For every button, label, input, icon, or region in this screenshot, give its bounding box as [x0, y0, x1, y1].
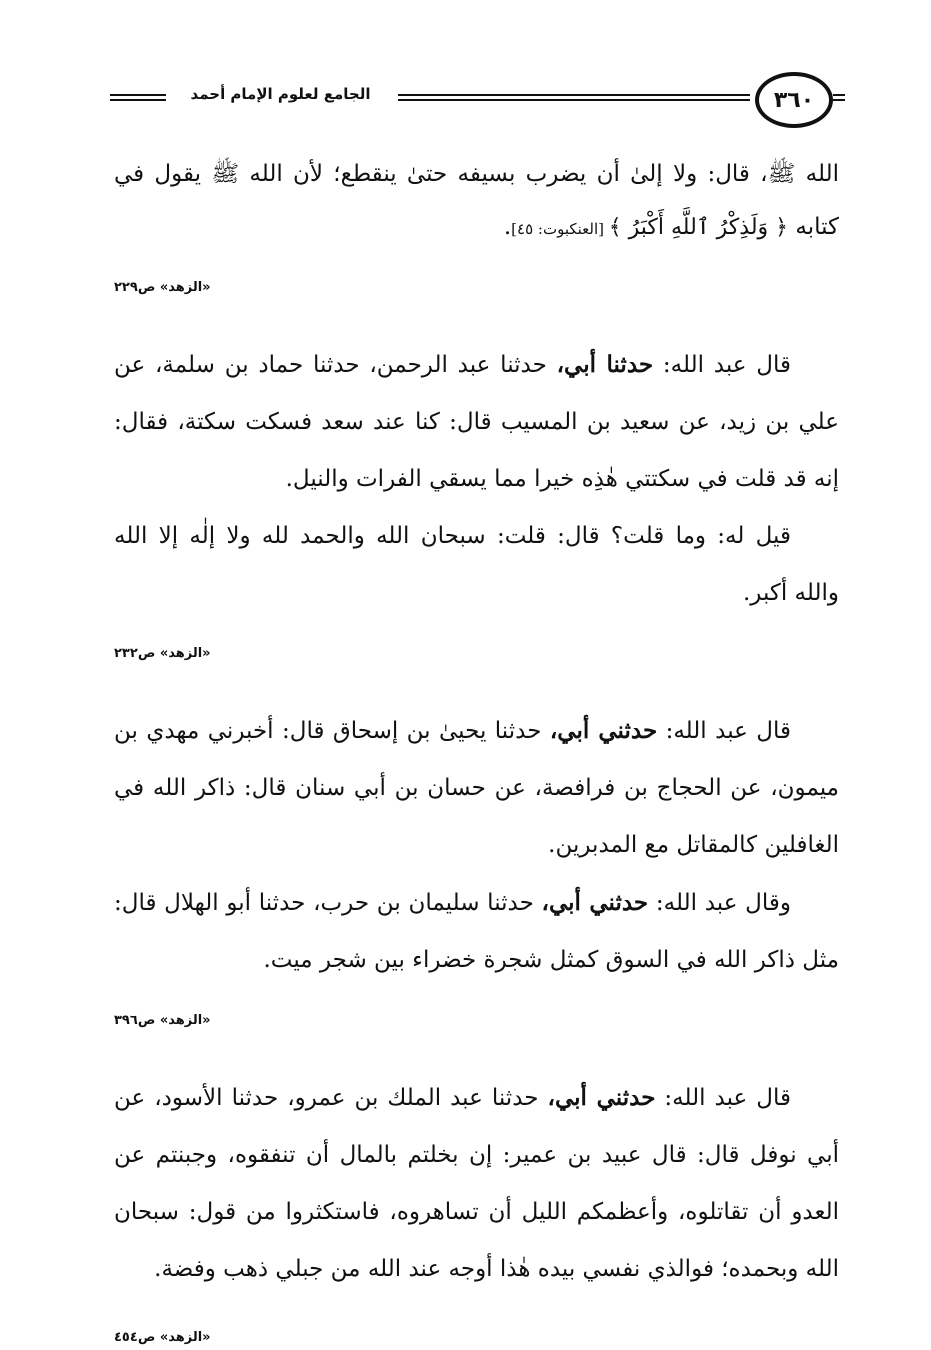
paragraph-text: الله ﷺ، قال: ولا إلىٰ أن يضرب بسيفه حتىٰ ينقطع؛ لأن الله ﷺ يقول في كتابه	[114, 161, 839, 240]
paragraph-5	[114, 874, 839, 989]
source-citation-text: «الزهد» ص٣٩٦	[114, 1013, 211, 1028]
paragraph-text: حدثنا عبد الملك بن عمرو، حدثنا الأسود، عن أبي نوفل قال: قال عبيد بن عمير: إن بخلتم بالمال أن تنفقوه، وجبنتم عن العدو أن تقاتلوه، وأعظمكم الليل أن تساهروه، فاستكثروا من قول: سبحان الله وبحمده؛ فوالذي نفسي بيده هٰذا أوجه عند الله من جبلي ذهب وفضة.	[114, 1085, 839, 1282]
narration-chain-bold: حدثني أبي،	[549, 717, 658, 744]
header-rule-right	[833, 94, 845, 101]
source-citation	[114, 642, 839, 666]
page-number: ٣٦٠	[773, 87, 815, 113]
paragraph-1	[114, 148, 839, 256]
page-number-badge	[755, 72, 833, 128]
source-citation-text: «الزهد» ص٢٣٢	[114, 646, 211, 661]
verse-reference: [العنكبوت: ٤٥]	[511, 220, 609, 238]
narration-lead: قال عبد الله:	[653, 352, 791, 378]
paragraph-2	[114, 336, 839, 508]
narration-lead: قال عبد الله:	[657, 718, 791, 744]
page-content	[114, 148, 839, 1350]
source-citation	[114, 276, 839, 300]
paragraph-end: .	[503, 214, 512, 240]
paragraph-text: قيل له: وما قلت؟ قال: قلت: سبحان الله والحمد لله ولا إلٰه إلا الله والله أكبر.	[114, 523, 839, 606]
paragraph-text: حدثنا يحيىٰ بن إسحاق قال: أخبرني مهدي بن ميمون، عن الحجاج بن فرافصة، عن حسان بن أبي سنان قال: ذاكر الله في الغافلين كالمقاتل مع المدبرين.	[114, 718, 839, 858]
narration-chain-bold: حدثني أبي،	[547, 1084, 656, 1111]
narration-lead: قال عبد الله:	[655, 1085, 791, 1111]
paragraph-3	[114, 508, 839, 622]
paragraph-6	[114, 1069, 839, 1298]
narration-chain-bold: حدثنا أبي،	[556, 351, 654, 378]
source-citation	[114, 1009, 839, 1033]
narration-chain-bold: حدثني أبي،	[541, 889, 649, 916]
header-rule-middle	[398, 94, 750, 101]
quran-verse: ﴿ وَلَذِكْرُ ٱللَّهِ أَكْبَرُ ﴾	[608, 215, 789, 240]
paragraph-4	[114, 702, 839, 874]
source-citation-text: «الزهد» ص٤٥٤	[114, 1330, 211, 1345]
source-citation	[114, 1326, 839, 1350]
paragraph-text: حدثنا سليمان بن حرب، حدثنا أبو الهلال قال: مثل ذاكر الله في السوق كمثل شجرة خضراء بين شجر ميت.	[114, 890, 839, 973]
running-title: الجامع لعلوم الإمام أحمد	[190, 85, 371, 103]
header-rule-left	[110, 94, 166, 101]
paragraph-text: حدثنا عبد الرحمن، حدثنا حماد بن سلمة، عن علي بن زيد، عن سعيد بن المسيب قال: كنا عند سعد فسكت سكتة، فقال: إنه قد قلت في سكتتي هٰذِه خيرا مما يسقي الفرات والنيل.	[114, 352, 839, 492]
narration-lead: وقال عبد الله:	[648, 890, 791, 916]
page-header	[110, 66, 845, 136]
source-citation-text: «الزهد» ص٢٢٩	[114, 280, 211, 295]
